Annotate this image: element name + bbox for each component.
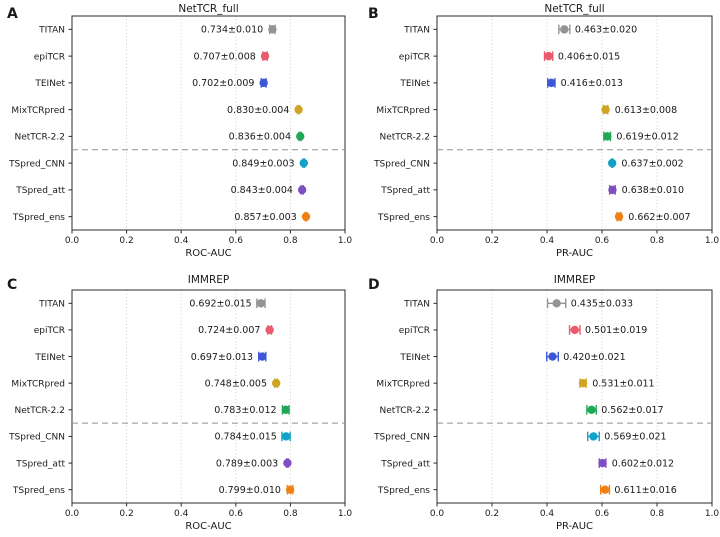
panel-letter: D bbox=[368, 277, 380, 293]
category-label: TSpred_CNN bbox=[9, 432, 65, 443]
x-axis-label: ROC-AUC bbox=[185, 248, 232, 259]
panel-letter: C bbox=[7, 277, 18, 293]
category-label: TEINet bbox=[400, 79, 430, 90]
category-label: MixTCRpred bbox=[376, 105, 430, 116]
category-label: TSpred_att bbox=[381, 186, 430, 197]
point-value-label: 0.562±0.017 bbox=[601, 405, 664, 417]
x-tick-label: 1.0 bbox=[337, 509, 353, 519]
panel-A bbox=[7, 3, 352, 259]
data-point bbox=[286, 485, 294, 493]
data-point bbox=[608, 159, 616, 167]
panel-title: IMMREP bbox=[553, 274, 596, 286]
data-point bbox=[608, 186, 616, 194]
data-point bbox=[601, 105, 609, 113]
category-label: TSpred_ens bbox=[377, 485, 430, 496]
category-label: TSpred_att bbox=[16, 459, 65, 470]
data-point bbox=[552, 299, 560, 307]
point-value-label: 0.734±0.010 bbox=[200, 24, 264, 36]
category-label: TSpred_att bbox=[381, 459, 430, 470]
category-label: TITAN bbox=[39, 25, 65, 36]
x-tick-label: 0.2 bbox=[484, 236, 500, 246]
data-point bbox=[589, 432, 597, 440]
point-value-label: 0.724±0.007 bbox=[198, 325, 261, 337]
data-point bbox=[587, 406, 595, 414]
x-tick-label: 0.8 bbox=[283, 236, 298, 246]
data-point bbox=[258, 352, 266, 360]
x-tick-label: 0.6 bbox=[594, 509, 610, 519]
data-point bbox=[259, 79, 267, 87]
category-label: TSpred_ens bbox=[377, 212, 430, 223]
point-value-label: 0.799±0.010 bbox=[218, 484, 281, 496]
data-point bbox=[298, 186, 306, 194]
point-value-label: 0.501±0.019 bbox=[585, 325, 648, 337]
data-point bbox=[598, 459, 606, 467]
point-value-label: 0.463±0.020 bbox=[574, 24, 638, 36]
x-tick-label: 0.0 bbox=[429, 236, 445, 246]
x-tick-label: 0.0 bbox=[64, 236, 80, 246]
point-value-label: 0.619±0.012 bbox=[616, 131, 679, 143]
data-point bbox=[296, 132, 304, 140]
point-value-label: 0.602±0.012 bbox=[611, 458, 675, 470]
point-value-label: 0.697±0.013 bbox=[190, 351, 254, 363]
data-point bbox=[579, 379, 587, 387]
point-value-label: 0.435±0.033 bbox=[570, 298, 634, 310]
category-label: NetTCR-2.2 bbox=[379, 406, 430, 417]
data-point bbox=[544, 52, 552, 60]
category-label: TSpred_CNN bbox=[9, 159, 65, 170]
data-point bbox=[547, 79, 555, 87]
plot-box bbox=[72, 16, 345, 230]
panel-title: NetTCR_full bbox=[178, 3, 239, 15]
data-point bbox=[283, 459, 291, 467]
category-label: TSpred_ens bbox=[12, 212, 65, 223]
point-value-label: 0.611±0.016 bbox=[614, 484, 677, 496]
x-tick-label: 0.0 bbox=[64, 509, 80, 519]
plot-box bbox=[437, 16, 712, 230]
category-label: TSpred_CNN bbox=[374, 432, 430, 443]
data-point bbox=[294, 105, 302, 113]
data-point bbox=[282, 406, 290, 414]
category-label: TITAN bbox=[404, 25, 430, 36]
data-point bbox=[272, 379, 280, 387]
point-value-label: 0.613±0.008 bbox=[614, 104, 678, 116]
x-tick-label: 0.8 bbox=[283, 509, 298, 519]
point-value-label: 0.662±0.007 bbox=[628, 211, 691, 223]
point-value-label: 0.692±0.015 bbox=[189, 298, 252, 310]
plot-box bbox=[72, 290, 345, 503]
point-value-label: 0.638±0.010 bbox=[621, 185, 685, 197]
panel-B bbox=[368, 3, 719, 259]
point-value-label: 0.406±0.015 bbox=[557, 51, 621, 63]
point-value-label: 0.416±0.013 bbox=[560, 78, 623, 90]
panel-title: NetTCR_full bbox=[544, 3, 605, 15]
panel-letter: A bbox=[7, 6, 18, 22]
category-label: NetTCR-2.2 bbox=[379, 132, 430, 143]
x-tick-label: 0.4 bbox=[174, 236, 189, 246]
data-point bbox=[257, 299, 265, 307]
x-tick-label: 0.4 bbox=[174, 509, 189, 519]
point-value-label: 0.531±0.011 bbox=[592, 378, 655, 390]
category-label: TEINet bbox=[400, 352, 430, 363]
category-label: TSpred_CNN bbox=[374, 159, 430, 170]
x-tick-label: 0.2 bbox=[119, 236, 134, 246]
x-tick-label: 0.6 bbox=[228, 236, 243, 246]
data-point bbox=[603, 132, 611, 140]
x-axis-label: PR-AUC bbox=[555, 521, 594, 532]
category-label: MixTCRpred bbox=[11, 105, 65, 116]
point-value-label: 0.849±0.003 bbox=[232, 158, 295, 170]
point-value-label: 0.830±0.004 bbox=[227, 104, 290, 116]
point-value-label: 0.420±0.021 bbox=[563, 351, 626, 363]
category-label: TSpred_ens bbox=[12, 485, 65, 496]
data-point bbox=[300, 159, 308, 167]
data-point bbox=[282, 432, 290, 440]
data-point bbox=[268, 25, 276, 33]
category-label: MixTCRpred bbox=[376, 379, 430, 390]
x-axis-label: PR-AUC bbox=[555, 248, 594, 259]
x-tick-label: 1.0 bbox=[704, 236, 720, 246]
data-point bbox=[302, 212, 310, 220]
data-point bbox=[601, 485, 609, 493]
panel-C bbox=[7, 274, 352, 532]
data-point bbox=[261, 52, 269, 60]
category-label: TITAN bbox=[404, 299, 430, 310]
category-label: TEINet bbox=[35, 352, 65, 363]
plot-box bbox=[437, 290, 712, 503]
data-point bbox=[571, 326, 579, 334]
data-point bbox=[265, 326, 273, 334]
point-value-label: 0.569±0.021 bbox=[604, 431, 667, 443]
point-value-label: 0.784±0.015 bbox=[214, 431, 277, 443]
x-tick-label: 0.4 bbox=[539, 236, 555, 246]
x-axis-label: ROC-AUC bbox=[185, 521, 232, 532]
x-tick-label: 0.4 bbox=[539, 509, 555, 519]
x-tick-label: 0.0 bbox=[429, 509, 445, 519]
category-label: MixTCRpred bbox=[11, 379, 65, 390]
data-point bbox=[560, 25, 568, 33]
category-label: TITAN bbox=[39, 299, 65, 310]
point-value-label: 0.836±0.004 bbox=[228, 131, 292, 143]
category-label: epiTCR bbox=[398, 52, 430, 63]
point-value-label: 0.748±0.005 bbox=[204, 378, 268, 390]
category-label: NetTCR-2.2 bbox=[14, 132, 65, 143]
panel-D bbox=[368, 274, 719, 532]
panel-title: IMMREP bbox=[187, 274, 230, 286]
x-tick-label: 1.0 bbox=[704, 509, 720, 519]
category-label: epiTCR bbox=[33, 326, 65, 337]
category-label: epiTCR bbox=[398, 326, 430, 337]
category-label: epiTCR bbox=[33, 52, 65, 63]
x-tick-label: 1.0 bbox=[337, 236, 353, 246]
point-value-label: 0.702±0.009 bbox=[192, 78, 255, 90]
x-tick-label: 0.6 bbox=[228, 509, 243, 519]
point-value-label: 0.637±0.002 bbox=[621, 158, 684, 170]
category-label: NetTCR-2.2 bbox=[14, 406, 65, 417]
point-value-label: 0.707±0.008 bbox=[193, 51, 256, 63]
data-point bbox=[548, 352, 556, 360]
x-tick-label: 0.2 bbox=[119, 509, 134, 519]
point-value-label: 0.783±0.012 bbox=[214, 405, 277, 417]
point-value-label: 0.789±0.003 bbox=[215, 458, 279, 470]
x-tick-label: 0.8 bbox=[649, 236, 665, 246]
panel-letter: B bbox=[368, 6, 379, 22]
category-label: TSpred_att bbox=[16, 186, 65, 197]
data-point bbox=[615, 212, 623, 220]
x-tick-label: 0.8 bbox=[649, 509, 665, 519]
point-value-label: 0.843±0.004 bbox=[230, 185, 293, 197]
point-value-label: 0.857±0.003 bbox=[234, 211, 297, 223]
x-tick-label: 0.2 bbox=[484, 509, 500, 519]
category-label: TEINet bbox=[35, 79, 65, 90]
x-tick-label: 0.6 bbox=[594, 236, 610, 246]
